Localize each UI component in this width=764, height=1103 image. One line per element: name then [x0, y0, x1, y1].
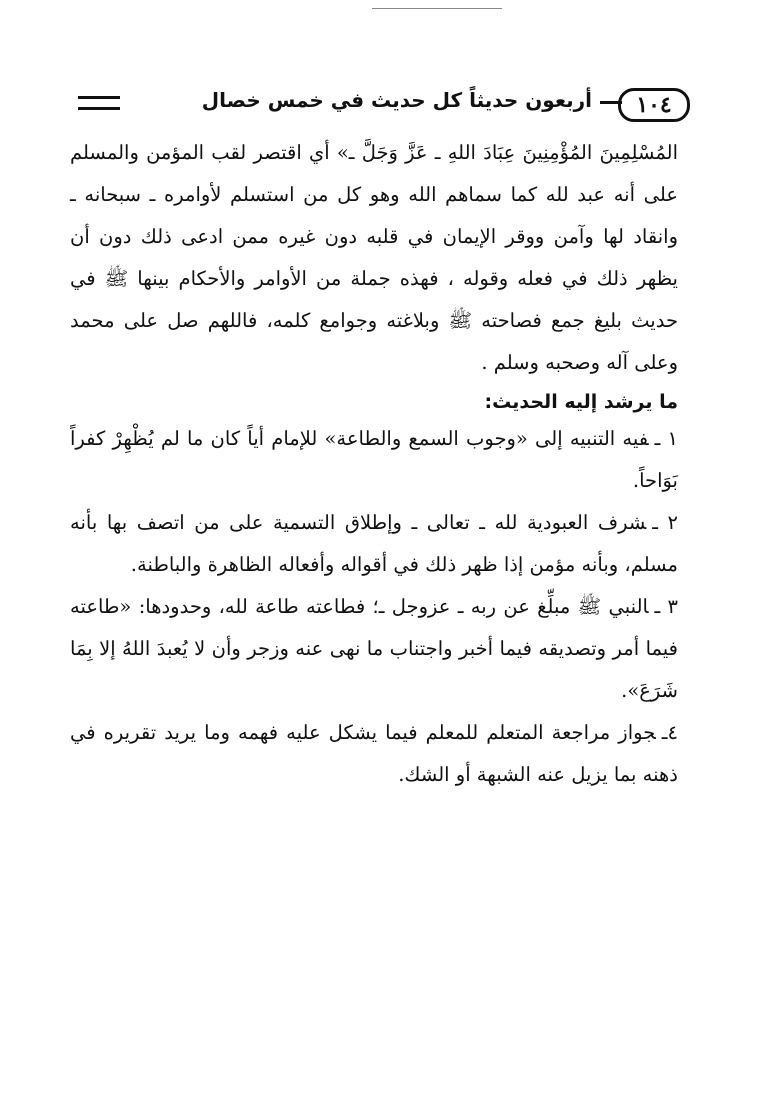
header-rule-right: [600, 101, 622, 104]
section-heading: ما يرشد إليه الحديث:: [484, 391, 678, 413]
page-content: [70, 132, 678, 796]
list-item-text: النبي ﷺ مبلِّغ عن ربه ـ عزوجل ـ؛ فطاعته طاعة لله، وحدودها: «طاعته فيما أمر وتصديقه فيما أخبر واجتناب ما نهى عنه وزجر وأن لا يُعبدَ اللهُ إلا بِمَا شَرَعَ».: [70, 595, 678, 702]
top-rule: [372, 8, 502, 9]
list-item-number: ٤ـ: [661, 721, 678, 744]
list-item-number: ٢ ـ: [652, 511, 678, 534]
list-item-number: ١ ـ: [654, 427, 678, 450]
page-header: [78, 86, 690, 120]
list-item: [70, 502, 678, 586]
list-item-text: جواز مراجعة المتعلم للمعلم فيما يشكل عليه فهمه وما يريد تقريره في ذهنه بما يزيل عنه الشبهة أو الشك.: [70, 721, 678, 786]
list-item-number: ٣ ـ: [654, 595, 678, 618]
intro-paragraph: المُسْلِمِينَ المُؤْمِنِينَ عِبَادَ اللهِ ـ عَزَّ وَجَلَّ ـ» أي اقتصر لقب المؤمن والمسلم على أنه عبد لله كما سماهم الله وهو كل من استسلم لأوامره ـ سبحانه ـ وانقاد لها وآمن ووقر الإيمان في قلبه دون غيره ممن ادعى ذلك دون أن يظهر ذلك في فعله وقوله ، فهذه جملة من الأوامر والأحكام بينها ﷺ في حديث بليغ جمع فصاحته ﷺ وبلاغته وجوامع كلمه، فاللهم صل على محمد وعلى آله وصحبه وسلم .: [70, 141, 678, 374]
header-rule-left: [78, 96, 120, 110]
page-number: ١٠٤: [618, 88, 690, 122]
running-title: أربعون حديثاً كل حديث في خمس خصال: [201, 88, 592, 112]
list-item: [70, 586, 678, 712]
list-item-text: شرف العبودية لله ـ تعالى ـ وإطلاق التسمية على من اتصف بها بأنه مسلم، وبأنه مؤمن إذا ظهر ذلك في أقواله وأفعاله الظاهرة والباطنة.: [70, 511, 678, 576]
list-item: [70, 712, 678, 796]
list-item-text: فيه التنبيه إلى «وجوب السمع والطاعة» للإمام أياً كان ما لم يُظْهِرْ كفراً بَوَاحاً.: [70, 427, 678, 492]
list-item: [70, 418, 678, 502]
